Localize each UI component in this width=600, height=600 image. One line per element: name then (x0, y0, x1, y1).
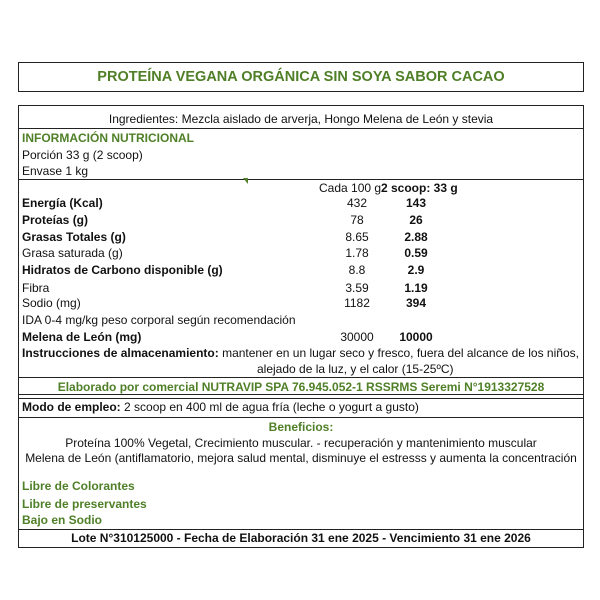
row-label-energia: Energía (Kcal) (22, 196, 103, 210)
divider (19, 377, 583, 378)
row-value-portion: 0.59 (404, 246, 428, 260)
package-text: Envase 1 kg (22, 164, 89, 178)
manufacturer-text: Elaborado por comercial NUTRAVIP SPA 76.945.052-1 RSSRMS Seremi N°1913327528 (57, 380, 545, 394)
storage-instructions (22, 346, 579, 360)
row-value-portion: 143 (405, 196, 427, 210)
lot-info: Lote N°310125000 - Fecha de Elaboración 31 ene 2025 - Vencimiento 31 ene 2026 (71, 531, 531, 545)
divider (19, 529, 583, 530)
ida-text: IDA 0-4 mg/kg peso corporal según recomendación (22, 313, 296, 327)
usage-text: 2 scoop en 400 ml de agua fría (leche o yogurt a gusto) (124, 400, 419, 414)
claim-preservantes: Libre de preservantes (22, 497, 147, 511)
divider (19, 179, 583, 180)
benefit-line: Melena de León (antiflamatorio, mejora salud mental, disminuye el estresss y aumenta la concentración (25, 451, 577, 465)
nutrition-label (18, 105, 584, 548)
benefit-line: Proteína 100% Vegetal, Crecimiento muscular. - recuperación y mantenimiento muscular (65, 436, 537, 450)
portion-text: Porción 33 g (2 scoop) (22, 148, 143, 162)
usage-label: Modo de empleo: (22, 400, 121, 414)
product-title: PROTEÍNA VEGANA ORGÁNICA SIN SOYA SABOR CACAO (97, 69, 505, 85)
melena-value-portion: 10000 (399, 330, 433, 344)
row-label-grasas-totales: Grasas Totales (g) (22, 230, 126, 244)
melena-value-100g: 30000 (340, 330, 374, 344)
storage-label: Instrucciones de almacenamiento: (22, 346, 219, 360)
ingredients-text: Ingredientes: Mezcla aislado de arverja, Hongo Melena de León y stevia (108, 112, 494, 126)
row-value-portion: 394 (405, 296, 427, 310)
divider (19, 394, 583, 395)
row-label-grasa-saturada: Grasa saturada (g) (22, 246, 123, 260)
row-label-hidratos: Hidratos de Carbono disponible (g) (22, 263, 223, 277)
divider (19, 128, 583, 129)
row-value-100g: 1.78 (345, 246, 369, 260)
benefits-heading: Beneficios: (268, 420, 334, 434)
melena-label: Melena de León (mg) (22, 330, 142, 344)
row-value-portion: 2.88 (404, 230, 428, 244)
row-value-portion: 26 (409, 213, 423, 227)
divider (19, 417, 583, 418)
column-header-per-portion: 2 scoop: 33 g (381, 181, 458, 195)
column-header-per-100g: Cada 100 g (319, 181, 382, 195)
row-value-100g: 3.59 (345, 281, 369, 295)
info-heading: INFORMACIÓN NUTRICIONAL (22, 131, 194, 145)
row-value-100g: 432 (346, 196, 368, 210)
row-label-proteinas: Proteías (g) (22, 213, 89, 227)
row-value-100g: 1182 (344, 296, 370, 310)
usage-instructions (22, 400, 419, 414)
title-box (18, 62, 584, 92)
row-value-portion: 2.9 (407, 263, 425, 277)
claim-sodio: Bajo en Sodio (22, 513, 103, 527)
storage-text: mantener en un lugar seco y fresco, fuera del alcance de los niños, (222, 346, 579, 360)
corner-mark (243, 178, 248, 184)
storage-text-continued: alejado de la luz, y el calor (15-25ºC) (257, 362, 454, 376)
row-value-100g: 8.65 (345, 230, 369, 244)
row-label-fibra: Fibra (22, 281, 50, 295)
row-value-portion: 1.19 (404, 281, 428, 295)
claim-colorantes: Libre de Colorantes (22, 479, 135, 493)
row-value-100g: 78 (350, 213, 364, 227)
row-value-100g: 8.8 (348, 263, 366, 277)
row-label-sodio: Sodio (mg) (22, 296, 81, 310)
divider (19, 398, 583, 399)
